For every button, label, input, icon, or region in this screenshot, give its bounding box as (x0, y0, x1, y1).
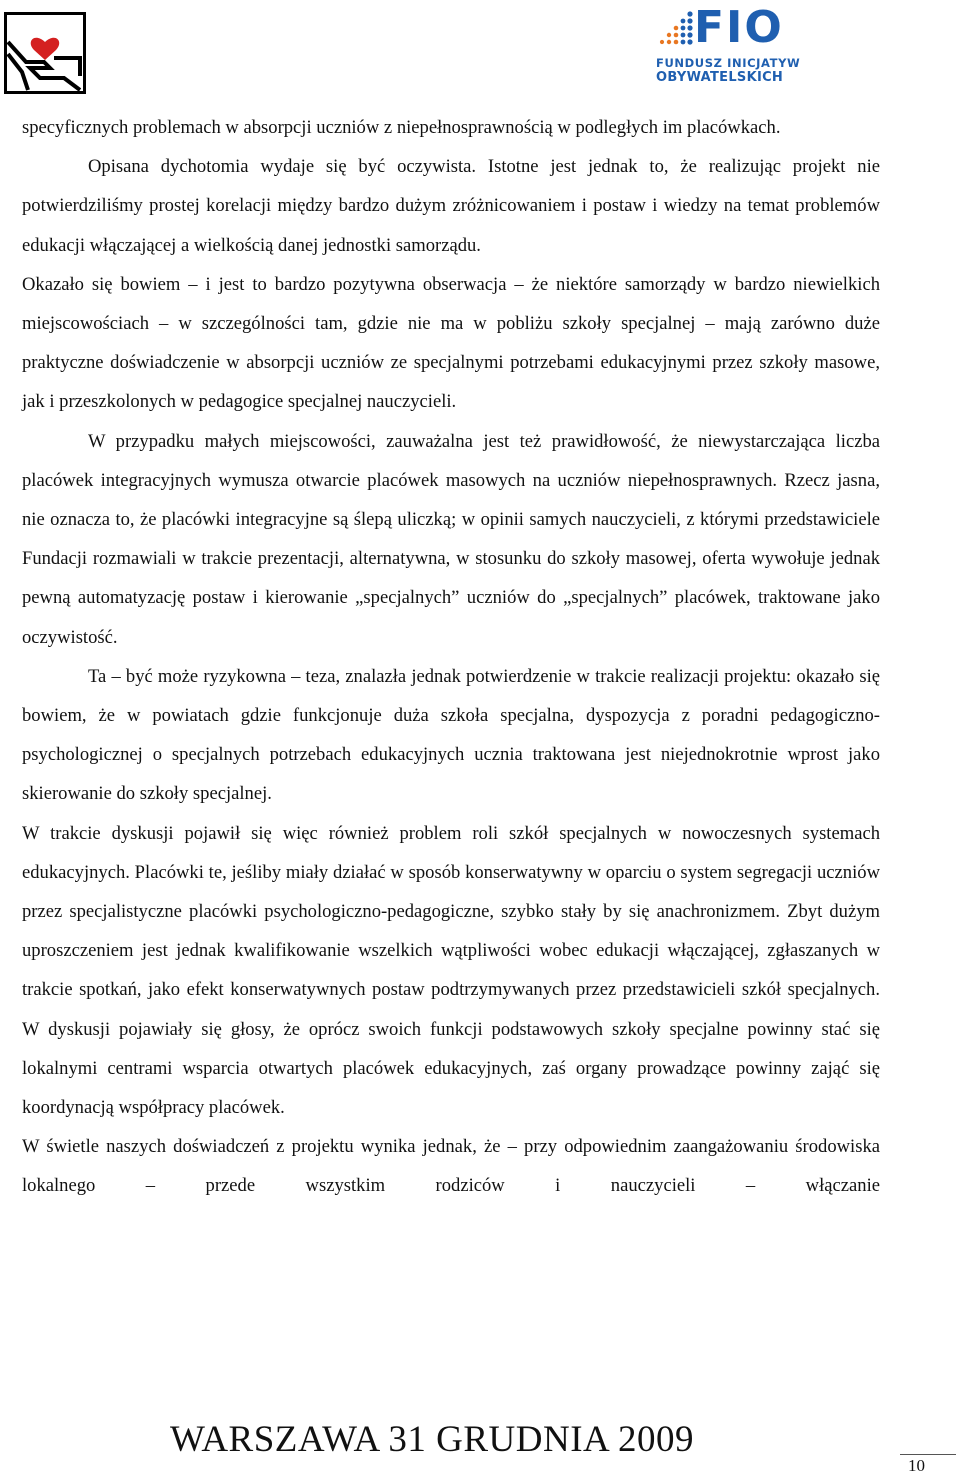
heart-hands-logo-icon (4, 12, 86, 94)
paragraph: Opisana dychotomia wydaje się być oczywista. Istotne jest jednak to, że realizując projekt nie potwierdziliśmy prostej korelacji między bardzo dużym zróżnicowaniem i postaw i wiedzy na temat problemów edukacji włączającej a wielkością danej jednostki samorządu. (22, 156, 880, 256)
page-number: 10 (908, 1456, 925, 1475)
dots-icon (656, 10, 696, 50)
fio-logo (652, 4, 812, 88)
paragraph: W świetle naszych doświadczeń z projektu wynika jednak, że – przy odpowiednim zaangażowaniu środowiska lokalnego – przede wszystkim rodziców i nauczycieli – włączanie (22, 1136, 880, 1197)
fio-brand-text: FIO (694, 2, 784, 53)
paragraph: Ta – być może ryzykowna – teza, znalazła jednak potwierdzenie w trakcie realizacji projektu: okazało się bowiem, że w powiatach gdzie funkcjonuje duża szkoła specjalna, dyspozycja z poradni pedagogiczno-psychologicznej o specjalnych potrzebach edukacyjnych ucznia traktowana jest niejednokrotnie wprost jako skierowanie do szkoły specjalnej. (22, 665, 880, 805)
paragraph: W trakcie dyskusji pojawił się więc również problem roli szkół specjalnych w nowoczesnych systemach edukacyjnych. Placówki te, jeśliby miały działać w sposób konserwatywny w oparciu o system segregacji uczniów przez specjalistyczne placówki psychologiczno-pedagogiczne, szybko stały by się anachronizmem. Zbyt dużym uproszczeniem jest jednak kwalifikowanie wszelkich wątpliwości wobec edukacji włączającej, zgłaszanych w trakcie spotkań, jako efekt konserwatywnych postaw podtrzymywanych przez przedstawicieli szkół specjalnych. W dyskusji pojawiały się głosy, że oprócz swoich funkcji podstawowych szkoły specjalne powinny stać się lokalnymi centrami wsparcia otwartych placówek edukacyjnych, zaś organy prowadzące powinny zająć się koordynacją współpracy placówek. (22, 822, 880, 1119)
document-body (22, 108, 880, 1206)
fio-subtitle-line2: OBYWATELSKICH (656, 70, 784, 85)
paragraph: Okazało się bowiem – i jest to bardzo pozytywna obserwacja – że niektóre samorządy w bardzo niewielkich miejscowościach – w szczególności tam, gdzie nie ma w pobliżu szkoły specjalnej – mają zarówno duże praktyczne doświadczenie w absorpcji uczniów ze specjalnymi potrzebami edukacyjnymi przez szkoły masowe, jak i przeszkolonych w pedagogice specjalnej nauczycieli. (22, 273, 880, 413)
footer-date: WARSZAWA 31 GRUDNIA 2009 (170, 1419, 694, 1460)
paragraph: specyficznych problemach w absorpcji uczniów z niepełnosprawnością w podległych im placówkach. (22, 117, 781, 138)
paragraph: W przypadku małych miejscowości, zauważalna jest też prawidłowość, że niewystarczająca liczba placówek integracyjnych wymusza otwarcie placówek masowych na uczniów niepełnosprawnych. Rzecz jasna, nie oznacza to, że placówki integracyjne są ślepą uliczką; w opinii samych nauczycieli, z którymi przedstawiciele Fundacji rozmawiali w trakcie prezentacji, alternatywna, w stosunku do szkoły masowej, oferta wywołuje jednak pewną automatyzację postaw i kierowanie „specjalnych” uczniów do „specjalnych” placówek, traktowane jako oczywistość. (22, 430, 880, 648)
page-number-divider (900, 1454, 956, 1455)
fio-subtitle-line1: FUNDUSZ INICJATYW (656, 56, 801, 70)
